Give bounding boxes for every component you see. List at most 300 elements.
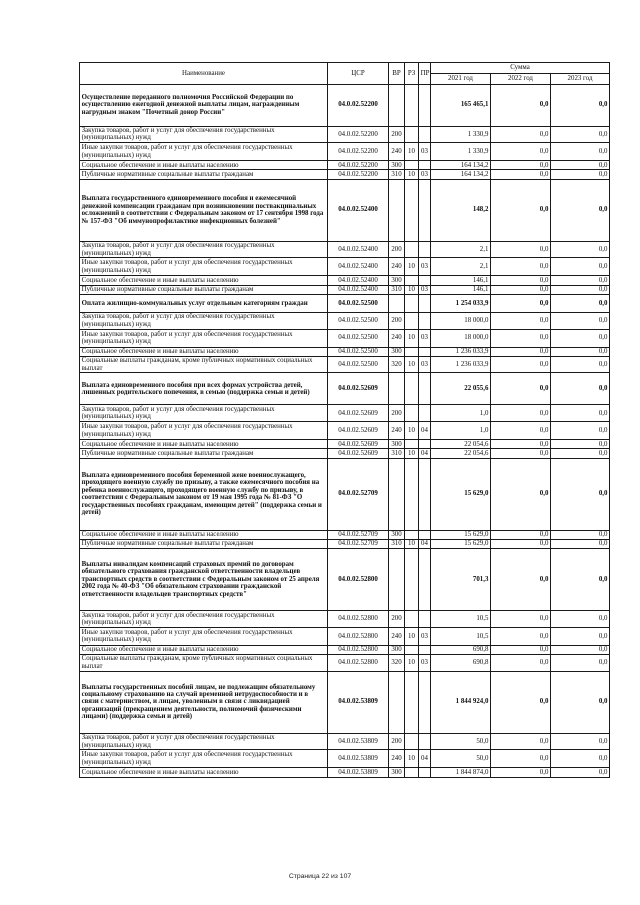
cell-sum-2021: 146,1 xyxy=(431,285,491,294)
table-row xyxy=(80,258,610,276)
cell-csr: 04.0.02.52500 xyxy=(328,347,389,356)
table-row xyxy=(80,161,610,170)
cell-sum-2023: 0,0 xyxy=(551,671,610,733)
cell-sum-2023: 0,0 xyxy=(551,750,610,768)
cell-vr: 200 xyxy=(389,126,405,143)
cell-rz: 10 xyxy=(405,356,419,373)
cell-sum-2022: 0,0 xyxy=(491,329,551,347)
cell-rz: 10 xyxy=(405,258,419,276)
cell-sum-2021: 15 629,0 xyxy=(431,458,491,530)
cell-sum-2022: 0,0 xyxy=(491,422,551,440)
cell-sum-2023: 0,0 xyxy=(551,733,610,750)
table-row xyxy=(80,84,610,126)
cell-vr: 200 xyxy=(389,405,405,422)
cell-csr: 04.0.02.52400 xyxy=(328,258,389,276)
cell-vr: 200 xyxy=(389,733,405,750)
cell-sum-2022: 0,0 xyxy=(491,373,551,405)
cell-sum-2021: 164 134,2 xyxy=(431,170,491,179)
cell-rz: 10 xyxy=(405,285,419,294)
cell-sum-2022: 0,0 xyxy=(491,143,551,161)
cell-sum-2023: 0,0 xyxy=(551,458,610,530)
cell-sum-2021: 1 254 033,9 xyxy=(431,294,491,312)
cell-csr: 04.0.02.52200 xyxy=(328,143,389,161)
cell-vr: 240 xyxy=(389,143,405,161)
cell-rz xyxy=(405,733,419,750)
cell-sum-2023: 0,0 xyxy=(551,530,610,539)
cell-pr: 03 xyxy=(419,329,431,347)
cell-name: Закупка товаров, работ и услуг для обеспечения государственных (муниципальных) нужд xyxy=(80,611,328,628)
cell-pr: 04 xyxy=(419,449,431,458)
table-row xyxy=(80,373,610,405)
cell-pr xyxy=(419,179,431,241)
cell-sum-2023: 0,0 xyxy=(551,373,610,405)
cell-rz xyxy=(405,126,419,143)
cell-name: Иные закупки товаров, работ и услуг для обеспечения государственных (муниципальных) нужд xyxy=(80,422,328,440)
header-sum: Сумма xyxy=(431,63,610,74)
cell-sum-2022: 0,0 xyxy=(491,405,551,422)
cell-rz: 10 xyxy=(405,627,419,645)
cell-sum-2021: 1 236 033,9 xyxy=(431,356,491,373)
cell-pr xyxy=(419,733,431,750)
cell-pr xyxy=(419,126,431,143)
cell-sum-2021: 148,2 xyxy=(431,179,491,241)
cell-pr: 04 xyxy=(419,539,431,548)
cell-csr: 04.0.02.52800 xyxy=(328,549,389,611)
table-row xyxy=(80,449,610,458)
cell-sum-2023: 0,0 xyxy=(551,539,610,548)
table-row xyxy=(80,768,610,777)
cell-name: Социальные выплаты гражданам, кроме публичных нормативных социальных выплат xyxy=(80,356,328,373)
cell-vr: 300 xyxy=(389,276,405,285)
table-row xyxy=(80,294,610,312)
cell-csr: 04.0.02.52400 xyxy=(328,241,389,258)
cell-sum-2022: 0,0 xyxy=(491,645,551,654)
cell-sum-2022: 0,0 xyxy=(491,285,551,294)
cell-sum-2022: 0,0 xyxy=(491,294,551,312)
cell-vr xyxy=(389,549,405,611)
cell-sum-2022: 0,0 xyxy=(491,170,551,179)
table-row xyxy=(80,143,610,161)
cell-sum-2023: 0,0 xyxy=(551,549,610,611)
cell-vr xyxy=(389,179,405,241)
cell-pr: 03 xyxy=(419,655,431,672)
cell-name: Закупка товаров, работ и услуг для обеспечения государственных (муниципальных) нужд xyxy=(80,241,328,258)
cell-sum-2023: 0,0 xyxy=(551,84,610,126)
cell-sum-2021: 146,1 xyxy=(431,276,491,285)
header-vr: ВР xyxy=(389,63,405,85)
header-pr: ПР xyxy=(419,63,431,85)
cell-csr: 04.0.02.53809 xyxy=(328,750,389,768)
cell-sum-2021: 165 465,1 xyxy=(431,84,491,126)
cell-csr: 04.0.02.52609 xyxy=(328,449,389,458)
cell-name: Оплата жилищно-коммунальных услуг отдельным категориям граждан xyxy=(80,294,328,312)
table-row xyxy=(80,356,610,373)
cell-vr: 300 xyxy=(389,347,405,356)
table-row xyxy=(80,539,610,548)
cell-pr xyxy=(419,671,431,733)
cell-vr: 310 xyxy=(389,449,405,458)
cell-sum-2022: 0,0 xyxy=(491,768,551,777)
cell-vr: 310 xyxy=(389,539,405,548)
cell-sum-2022: 0,0 xyxy=(491,84,551,126)
cell-rz xyxy=(405,549,419,611)
cell-rz xyxy=(405,458,419,530)
header-year-2023: 2023 год xyxy=(551,73,610,84)
cell-sum-2022: 0,0 xyxy=(491,655,551,672)
cell-rz xyxy=(405,84,419,126)
cell-vr: 240 xyxy=(389,422,405,440)
cell-name: Социальное обеспечение и иные выплаты населению xyxy=(80,440,328,449)
table-row xyxy=(80,126,610,143)
cell-sum-2021: 690,8 xyxy=(431,645,491,654)
cell-pr xyxy=(419,768,431,777)
table-row xyxy=(80,611,610,628)
cell-rz xyxy=(405,312,419,329)
cell-name: Социальное обеспечение и иные выплаты населению xyxy=(80,768,328,777)
cell-sum-2023: 0,0 xyxy=(551,356,610,373)
cell-name: Иные закупки товаров, работ и услуг для обеспечения государственных (муниципальных) нужд xyxy=(80,627,328,645)
cell-csr: 04.0.02.52200 xyxy=(328,126,389,143)
cell-pr: 03 xyxy=(419,356,431,373)
cell-sum-2021: 701,3 xyxy=(431,549,491,611)
cell-sum-2022: 0,0 xyxy=(491,627,551,645)
cell-sum-2022: 0,0 xyxy=(491,347,551,356)
header-year-2021: 2021 год xyxy=(431,73,491,84)
table-row xyxy=(80,422,610,440)
cell-vr: 240 xyxy=(389,258,405,276)
cell-sum-2022: 0,0 xyxy=(491,258,551,276)
cell-name: Социальное обеспечение и иные выплаты населению xyxy=(80,276,328,285)
table-row xyxy=(80,276,610,285)
cell-rz xyxy=(405,440,419,449)
table-row xyxy=(80,645,610,654)
cell-sum-2021: 1 236 033,9 xyxy=(431,347,491,356)
cell-csr: 04.0.02.52709 xyxy=(328,530,389,539)
cell-sum-2022: 0,0 xyxy=(491,312,551,329)
cell-name: Социальное обеспечение и иные выплаты населению xyxy=(80,530,328,539)
cell-sum-2021: 18 000,0 xyxy=(431,312,491,329)
cell-vr: 320 xyxy=(389,356,405,373)
cell-sum-2021: 164 134,2 xyxy=(431,161,491,170)
cell-pr xyxy=(419,312,431,329)
cell-sum-2023: 0,0 xyxy=(551,312,610,329)
cell-name: Публичные нормативные социальные выплаты гражданам xyxy=(80,285,328,294)
cell-sum-2022: 0,0 xyxy=(491,733,551,750)
header-csr: ЦСР xyxy=(328,63,389,85)
cell-rz xyxy=(405,347,419,356)
cell-sum-2021: 50,0 xyxy=(431,750,491,768)
cell-csr: 04.0.02.52800 xyxy=(328,627,389,645)
cell-pr xyxy=(419,84,431,126)
cell-csr: 04.0.02.53809 xyxy=(328,671,389,733)
cell-sum-2022: 0,0 xyxy=(491,671,551,733)
cell-vr xyxy=(389,84,405,126)
cell-csr: 04.0.02.52500 xyxy=(328,329,389,347)
cell-sum-2023: 0,0 xyxy=(551,170,610,179)
cell-sum-2022: 0,0 xyxy=(491,750,551,768)
cell-sum-2023: 0,0 xyxy=(551,143,610,161)
cell-pr xyxy=(419,405,431,422)
cell-rz xyxy=(405,768,419,777)
table-row xyxy=(80,170,610,179)
cell-sum-2023: 0,0 xyxy=(551,258,610,276)
cell-sum-2023: 0,0 xyxy=(551,645,610,654)
cell-csr: 04.0.02.52800 xyxy=(328,611,389,628)
cell-pr xyxy=(419,458,431,530)
cell-sum-2021: 1,0 xyxy=(431,422,491,440)
cell-sum-2023: 0,0 xyxy=(551,285,610,294)
cell-sum-2022: 0,0 xyxy=(491,241,551,258)
cell-vr: 310 xyxy=(389,170,405,179)
table-row xyxy=(80,405,610,422)
cell-csr: 04.0.02.52800 xyxy=(328,655,389,672)
cell-sum-2021: 15 629,0 xyxy=(431,530,491,539)
cell-sum-2022: 0,0 xyxy=(491,549,551,611)
cell-csr: 04.0.02.52609 xyxy=(328,405,389,422)
cell-name: Иные закупки товаров, работ и услуг для обеспечения государственных (муниципальных) нужд xyxy=(80,258,328,276)
cell-name: Социальное обеспечение и иные выплаты населению xyxy=(80,645,328,654)
cell-vr: 320 xyxy=(389,655,405,672)
cell-sum-2023: 0,0 xyxy=(551,329,610,347)
cell-pr xyxy=(419,549,431,611)
table-body xyxy=(80,84,610,777)
cell-sum-2023: 0,0 xyxy=(551,655,610,672)
cell-vr: 200 xyxy=(389,312,405,329)
cell-vr xyxy=(389,294,405,312)
cell-pr: 03 xyxy=(419,143,431,161)
cell-sum-2021: 22 055,6 xyxy=(431,373,491,405)
cell-sum-2021: 2,1 xyxy=(431,241,491,258)
cell-sum-2021: 1 330,9 xyxy=(431,126,491,143)
cell-csr: 04.0.02.52400 xyxy=(328,285,389,294)
table-row xyxy=(80,733,610,750)
cell-csr: 04.0.02.52200 xyxy=(328,170,389,179)
cell-sum-2022: 0,0 xyxy=(491,440,551,449)
cell-sum-2021: 15 629,0 xyxy=(431,539,491,548)
cell-pr: 04 xyxy=(419,750,431,768)
cell-sum-2023: 0,0 xyxy=(551,440,610,449)
cell-sum-2023: 0,0 xyxy=(551,627,610,645)
cell-csr: 04.0.02.52609 xyxy=(328,373,389,405)
page-number: Страница 22 из 107 xyxy=(288,873,352,880)
cell-rz: 10 xyxy=(405,655,419,672)
cell-rz: 10 xyxy=(405,422,419,440)
cell-vr xyxy=(389,671,405,733)
cell-csr: 04.0.02.53809 xyxy=(328,733,389,750)
table-row xyxy=(80,671,610,733)
cell-pr xyxy=(419,611,431,628)
cell-name: Социальные выплаты гражданам, кроме публичных нормативных социальных выплат xyxy=(80,655,328,672)
cell-name: Иные закупки товаров, работ и услуг для обеспечения государственных (муниципальных) нужд xyxy=(80,329,328,347)
cell-sum-2023: 0,0 xyxy=(551,422,610,440)
table-row xyxy=(80,655,610,672)
cell-name: Публичные нормативные социальные выплаты гражданам xyxy=(80,539,328,548)
cell-vr: 200 xyxy=(389,241,405,258)
cell-vr: 300 xyxy=(389,768,405,777)
cell-sum-2021: 1,0 xyxy=(431,405,491,422)
cell-name: Выплаты государственных пособий лицам, не подлежащим обязательному социальному страхованию на случай временной нетрудоспособности и в связи с материнством, и лицам, уволенным в связи с ликвидацией организаций (прекращением деятельности, полномочий физическими лицами) (поддержка семьи и детей) xyxy=(80,671,328,733)
cell-sum-2021: 2,1 xyxy=(431,258,491,276)
cell-csr: 04.0.02.52500 xyxy=(328,356,389,373)
table-row xyxy=(80,179,610,241)
cell-sum-2022: 0,0 xyxy=(491,161,551,170)
cell-sum-2021: 22 054,6 xyxy=(431,440,491,449)
table-row xyxy=(80,241,610,258)
cell-pr xyxy=(419,347,431,356)
cell-rz xyxy=(405,373,419,405)
cell-rz: 10 xyxy=(405,449,419,458)
cell-sum-2023: 0,0 xyxy=(551,449,610,458)
cell-sum-2023: 0,0 xyxy=(551,347,610,356)
cell-name: Выплаты инвалидам компенсаций страховых премий по договорам обязательного страхования гражданской ответственности владельцев транспортных средств в соответствии с Федеральным законом от 25 апреля 2002 года № 40-ФЗ "Об обязательном страховании гражданской ответственности владельцев транспортных средств" xyxy=(80,549,328,611)
cell-vr: 310 xyxy=(389,285,405,294)
table-row xyxy=(80,440,610,449)
cell-rz xyxy=(405,405,419,422)
cell-sum-2023: 0,0 xyxy=(551,241,610,258)
cell-sum-2023: 0,0 xyxy=(551,179,610,241)
cell-name: Выплата единовременного пособия беременной жене военнослужащего, проходящего военную службу по призыву, а также ежемесячного пособия на ребенка военнослужащего, проходящего военную службу по призыву, в соответствии с Федеральным законом от 19 мая 1995 года № 81-ФЗ "О государственных пособиях гражданам, имеющим детей" (поддержка семьи и детей) xyxy=(80,458,328,530)
cell-rz: 10 xyxy=(405,329,419,347)
cell-pr: 03 xyxy=(419,170,431,179)
table-row xyxy=(80,750,610,768)
cell-name: Закупка товаров, работ и услуг для обеспечения государственных (муниципальных) нужд xyxy=(80,405,328,422)
header-name: Наименование xyxy=(80,63,328,85)
cell-sum-2021: 690,8 xyxy=(431,655,491,672)
cell-sum-2022: 0,0 xyxy=(491,458,551,530)
cell-vr: 300 xyxy=(389,440,405,449)
budget-table xyxy=(79,62,610,778)
cell-rz xyxy=(405,645,419,654)
cell-rz xyxy=(405,241,419,258)
cell-rz xyxy=(405,671,419,733)
cell-sum-2022: 0,0 xyxy=(491,530,551,539)
cell-sum-2021: 1 844 874,0 xyxy=(431,768,491,777)
cell-name: Закупка товаров, работ и услуг для обеспечения государственных (муниципальных) нужд xyxy=(80,126,328,143)
cell-name: Иные закупки товаров, работ и услуг для обеспечения государственных (муниципальных) нужд xyxy=(80,750,328,768)
cell-rz xyxy=(405,530,419,539)
cell-sum-2022: 0,0 xyxy=(491,539,551,548)
table-row xyxy=(80,530,610,539)
cell-vr: 240 xyxy=(389,329,405,347)
cell-sum-2022: 0,0 xyxy=(491,611,551,628)
cell-csr: 04.0.02.52500 xyxy=(328,312,389,329)
cell-sum-2021: 10,5 xyxy=(431,627,491,645)
cell-pr: 03 xyxy=(419,627,431,645)
cell-rz: 10 xyxy=(405,170,419,179)
cell-csr: 04.0.02.53809 xyxy=(328,768,389,777)
cell-pr xyxy=(419,294,431,312)
cell-rz: 10 xyxy=(405,750,419,768)
cell-sum-2023: 0,0 xyxy=(551,126,610,143)
cell-csr: 04.0.02.52400 xyxy=(328,179,389,241)
cell-name: Осуществление переданного полномочия Российской Федерации по осуществлению ежегодной денежной выплаты лицам, награжденным нагрудным знаком "Почетный донор России" xyxy=(80,84,328,126)
cell-sum-2022: 0,0 xyxy=(491,276,551,285)
cell-pr xyxy=(419,276,431,285)
cell-vr: 300 xyxy=(389,161,405,170)
table-row xyxy=(80,627,610,645)
cell-vr: 200 xyxy=(389,611,405,628)
cell-pr: 03 xyxy=(419,285,431,294)
cell-sum-2023: 0,0 xyxy=(551,611,610,628)
cell-sum-2022: 0,0 xyxy=(491,449,551,458)
cell-pr xyxy=(419,530,431,539)
cell-sum-2023: 0,0 xyxy=(551,405,610,422)
cell-pr xyxy=(419,373,431,405)
cell-vr: 300 xyxy=(389,645,405,654)
cell-vr: 240 xyxy=(389,627,405,645)
cell-pr xyxy=(419,645,431,654)
cell-name: Публичные нормативные социальные выплаты гражданам xyxy=(80,170,328,179)
cell-pr xyxy=(419,241,431,258)
table-row xyxy=(80,347,610,356)
cell-vr: 240 xyxy=(389,750,405,768)
cell-csr: 04.0.02.52609 xyxy=(328,422,389,440)
cell-pr: 04 xyxy=(419,422,431,440)
cell-name: Закупка товаров, работ и услуг для обеспечения государственных (муниципальных) нужд xyxy=(80,733,328,750)
cell-sum-2023: 0,0 xyxy=(551,276,610,285)
table-row xyxy=(80,329,610,347)
header-year-2022: 2022 год xyxy=(491,73,551,84)
cell-pr xyxy=(419,161,431,170)
cell-sum-2022: 0,0 xyxy=(491,356,551,373)
cell-name: Публичные нормативные социальные выплаты гражданам xyxy=(80,449,328,458)
cell-vr xyxy=(389,373,405,405)
cell-csr: 04.0.02.52200 xyxy=(328,161,389,170)
cell-name: Выплата государственного единовременного пособия и ежемесячной денежной компенсации гражданам при возникновении поствакцинальных осложнений в соответствии с Федеральным законом от 17 сентября 1998 года № 157-ФЗ "Об иммунопрофилактике инфекционных болезней" xyxy=(80,179,328,241)
cell-rz xyxy=(405,276,419,285)
cell-csr: 04.0.02.52609 xyxy=(328,440,389,449)
table-row xyxy=(80,285,610,294)
cell-vr xyxy=(389,458,405,530)
table-row xyxy=(80,458,610,530)
cell-rz: 10 xyxy=(405,143,419,161)
cell-sum-2021: 1 844 924,0 xyxy=(431,671,491,733)
cell-sum-2021: 1 330,9 xyxy=(431,143,491,161)
cell-name: Закупка товаров, работ и услуг для обеспечения государственных (муниципальных) нужд xyxy=(80,312,328,329)
cell-sum-2021: 22 054,6 xyxy=(431,449,491,458)
cell-sum-2022: 0,0 xyxy=(491,126,551,143)
cell-name: Социальное обеспечение и иные выплаты населению xyxy=(80,161,328,170)
cell-csr: 04.0.02.52500 xyxy=(328,294,389,312)
cell-rz xyxy=(405,611,419,628)
cell-sum-2021: 10,5 xyxy=(431,611,491,628)
cell-rz xyxy=(405,161,419,170)
cell-csr: 04.0.02.52709 xyxy=(328,539,389,548)
cell-vr: 300 xyxy=(389,530,405,539)
cell-rz xyxy=(405,179,419,241)
cell-name: Выплата единовременного пособия при всех формах устройства детей, лишенных родительского попечения, в семью (поддержка семьи и детей) xyxy=(80,373,328,405)
cell-rz xyxy=(405,294,419,312)
cell-pr: 03 xyxy=(419,258,431,276)
cell-sum-2023: 0,0 xyxy=(551,161,610,170)
cell-sum-2023: 0,0 xyxy=(551,768,610,777)
cell-sum-2022: 0,0 xyxy=(491,179,551,241)
cell-name: Иные закупки товаров, работ и услуг для обеспечения государственных (муниципальных) нужд xyxy=(80,143,328,161)
cell-pr xyxy=(419,440,431,449)
cell-name: Социальное обеспечение и иные выплаты населению xyxy=(80,347,328,356)
cell-sum-2021: 18 000,0 xyxy=(431,329,491,347)
cell-csr: 04.0.02.52400 xyxy=(328,276,389,285)
cell-rz: 10 xyxy=(405,539,419,548)
header-rz: РЗ xyxy=(405,63,419,85)
table-row xyxy=(80,549,610,611)
cell-sum-2021: 50,0 xyxy=(431,733,491,750)
cell-csr: 04.0.02.52200 xyxy=(328,84,389,126)
table-row xyxy=(80,312,610,329)
cell-sum-2023: 0,0 xyxy=(551,294,610,312)
cell-csr: 04.0.02.52709 xyxy=(328,458,389,530)
cell-csr: 04.0.02.52800 xyxy=(328,645,389,654)
